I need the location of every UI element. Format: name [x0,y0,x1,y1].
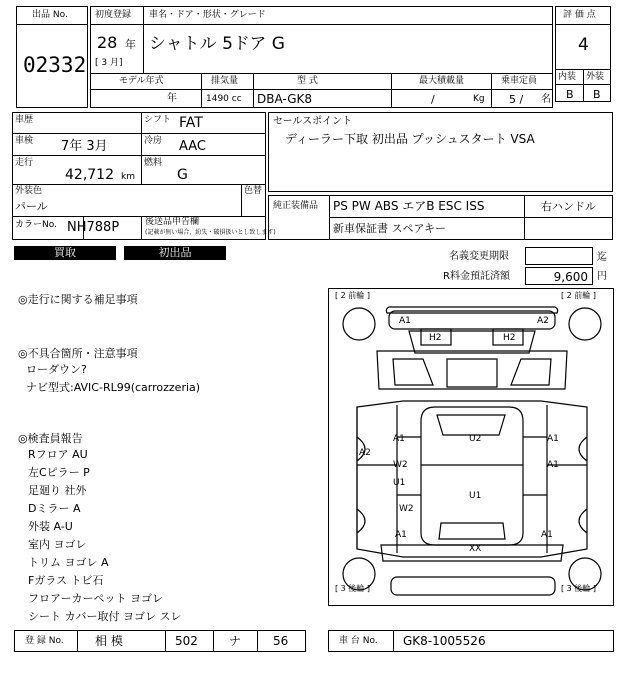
inspector-line: シート カバー取付 ヨゴレ スレ [28,610,182,623]
handle-value: 右ハンドル [541,200,596,213]
model-box [90,6,553,108]
mark-a1-front-door-right: A1 [547,434,559,444]
fuel-value: G [177,167,188,183]
equipment-extras: 新車保証書 スペアキー [333,222,447,235]
type-label: 型 式 [297,76,318,86]
inspector-line: Rフロア AU [28,448,88,461]
inspector-line: フロアーカーペット ヨゴレ [28,592,163,605]
name-change-field [525,247,593,265]
model-year-unit: 年 [167,93,177,104]
sales-point-box [268,112,613,192]
inspector-line: トリム ヨゴレ A [28,556,109,569]
car-diagram [329,289,613,605]
interior-label: 内装 [558,72,577,82]
reg-kana: ナ [229,634,242,648]
color-change-label: 色替 [244,186,263,196]
lot-box [16,6,88,108]
chassis-value: GK8-1005526 [403,634,486,648]
inspector-line: 外装 A-U [28,520,73,533]
ext-color-value: パール [15,200,48,213]
defect-notes-title: ◎不具合箇所・注意事項 [18,347,138,360]
car-diagram-box [328,288,614,606]
max-load-label: 最大積載量 [419,76,465,86]
sales-point-label: セールスポイント [273,116,353,127]
mileage-value: 42,712 [65,167,114,183]
inspector-line: 室内 ヨゴレ [28,538,87,551]
corner-bl-label: [ 3 後輪 ] [335,584,370,593]
displacement-value: 1490 cc [206,94,242,104]
reg-number: 56 [273,634,289,648]
displacement-label: 排気量 [211,76,239,86]
equipment-box [268,195,613,240]
buy-badge: 買取 [14,246,116,260]
recycle-unit: 円 [597,271,607,282]
corner-tr-label: [ 2 前輪 ] [561,291,596,300]
driving-notes-title: ◎走行に関する補足事項 [18,293,138,306]
inspection-value: 7年 3月 [61,139,108,154]
rating-box [555,6,611,102]
chassis-box [328,630,614,652]
rating-label: 評 価 点 [563,10,596,20]
model-header: 車名・ドア・形状・グレード [149,10,266,20]
capacity-unit: 名 [541,94,551,105]
ac-label: 冷房 [144,136,163,146]
mark-w2-front-door-left: W2 [393,460,408,470]
mark-xx-rear: XX [469,544,482,554]
recycle-label: R料金預託済額 [443,271,510,282]
mark-u2-roof: U2 [469,434,482,444]
mileage-unit: km [121,172,135,182]
aftermarket-label: 後送品申告欄 [145,217,200,227]
mark-a1-rear-left: A1 [395,530,407,540]
first-reg-label: 初度登録 [95,10,132,20]
mark-bumper-right: A2 [537,316,549,326]
max-load-value: / [431,93,435,106]
year-unit: 年 [125,38,136,51]
first-listing-badge: 初出品 [124,246,226,260]
model-year-label: モデル年式 [119,76,164,86]
aftermarket-note: (記載が無い場合、紛失・破損扱いとし致します) [145,229,276,236]
capacity-value: 5 / [509,93,524,106]
reg-region: 相 模 [95,634,123,648]
chassis-label: 車 台 No. [339,636,378,646]
month-value: [ 3 月] [95,58,123,68]
specs-box [12,112,276,240]
reg-label: 登 録 No. [25,636,64,646]
mark-w2-rear-left: W2 [399,504,414,514]
recycle-field [525,267,593,285]
registration-box [14,630,306,652]
max-load-unit: Kg [473,94,485,104]
capacity-label: 乗車定員 [501,76,538,86]
reg-class: 502 [175,634,198,648]
mark-a1-rear-right: A1 [541,530,553,540]
recycle-value: 9,600 [553,270,588,284]
mark-u1-rear-door-left: U1 [393,478,406,488]
mark-h2-left: H2 [429,333,442,343]
lot-number: 02332 [23,53,87,77]
mileage-label: 走行 [15,158,34,168]
mark-a1-rear-door-right: A1 [547,460,559,470]
defect-line: ローダウン? [26,363,87,376]
ac-value: AAC [179,139,206,154]
name-change-label: 名義変更期限 [449,251,509,262]
type-value: DBA-GK8 [257,92,312,106]
mark-u1-roof: U1 [469,491,482,501]
inspector-line: Dミラー A [28,502,81,515]
exterior-label: 外装 [586,72,605,82]
shift-value: FAT [179,115,203,131]
name-change-unit: 迄 [597,252,607,263]
sales-point-text: ディーラー下取 初出品 プッシュスタート VSA [285,132,535,146]
mark-a2-left-side: A2 [359,448,371,458]
inspection-label: 車検 [15,136,34,146]
corner-br-label: [ 3 後輪 ] [561,584,596,593]
mark-bumper-left: A1 [399,316,411,326]
corner-tl-label: [ 2 前輪 ] [335,291,370,300]
mark-a1-front-door-left: A1 [393,434,405,444]
history-label: 車歴 [15,115,34,125]
fuel-label: 燃料 [144,158,163,168]
defect-line: ナビ型式:AVIC-RL99(carrozzeria) [26,381,201,394]
year-value: 28 [97,33,118,52]
mark-h2-right: H2 [503,333,516,343]
shift-label: シフト [144,115,172,125]
lot-label: 出品 No. [32,10,68,20]
inspector-line: Fガラス トビ石 [28,574,104,587]
color-no-label: カラーNo. [15,220,57,230]
interior-value: B [566,88,574,101]
exterior-value: B [593,88,601,101]
ext-color-label: 外装色 [15,186,43,196]
inspector-line: 左Cピラー P [28,466,90,479]
inspector-notes-title: ◎検査員報告 [18,432,83,445]
rating-value: 4 [578,35,589,55]
equipment-items: PS PW ABS エアB ESC ISS [333,199,485,213]
inspector-line: 足廻り 社外 [28,484,87,497]
model-name: シャトル 5ドア G [149,34,285,54]
color-no-value: NH788P [67,220,120,235]
equipment-label: 純正装備品 [273,201,319,211]
